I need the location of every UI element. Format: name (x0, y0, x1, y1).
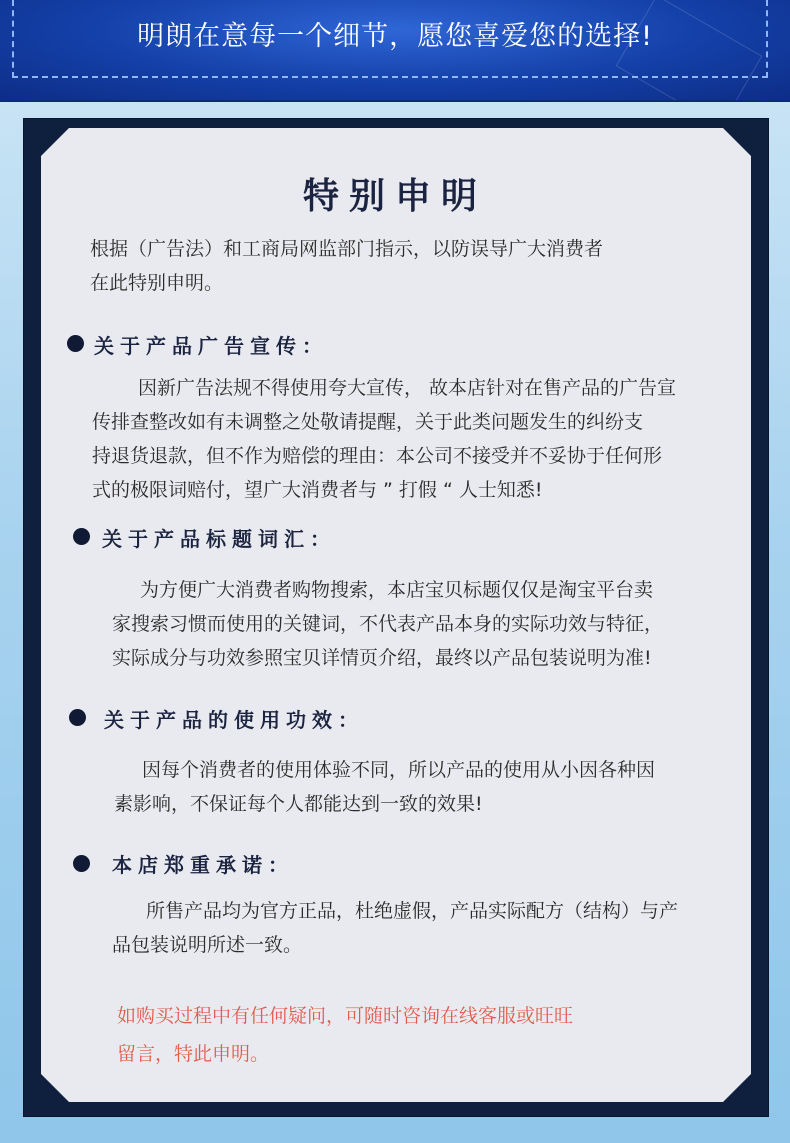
bullet-icon (73, 528, 90, 545)
section-line: 传排查整改如有未调整之处敬请提醒，关于此类问题发生的纠纷支 (92, 411, 644, 433)
section-body-advertising (92, 371, 676, 507)
intro-line: 根据（广告法）和工商局网监部门指示，以防误导广大消费者 (90, 238, 604, 260)
notice-line: 留言，特此申明。 (117, 1043, 270, 1065)
section-body-efficacy (114, 753, 655, 821)
section-title-commitment: 本店郑重承诺： (112, 853, 294, 877)
section-title-efficacy: 关于产品的使用功效： (104, 708, 364, 732)
section-line: 因新广告法规不得使用夸大宣传， 故本店针对在售产品的广告宣 (138, 377, 677, 399)
bullet-icon (67, 335, 84, 352)
intro-paragraph (90, 232, 603, 300)
notice-line: 如购买过程中有任何疑问，可随时咨询在线客服或旺旺 (117, 1005, 574, 1027)
section-line: 素影响，不保证每个人都能达到一致的效果! (114, 793, 483, 815)
section-line: 持退货退款，但不作为赔偿的理由：本公司不接受并不妥协于任何形 (92, 445, 663, 467)
section-line: 式的极限词赔付，望广大消费者与 ” 打假 “ 人士知悉! (92, 479, 543, 501)
section-title-keywords: 关于产品标题词汇： (102, 527, 336, 551)
section-body-keywords (112, 573, 663, 675)
section-line: 实际成分与功效参照宝贝详情页介绍，最终以产品包装说明为准! (112, 647, 652, 669)
section-line: 为方便广大消费者购物搜索，本店宝贝标题仅仅是淘宝平台卖 (140, 579, 654, 601)
section-title-advertising: 关于产品广告宣传： (94, 334, 328, 358)
intro-line: 在此特别申明。 (90, 272, 224, 294)
contact-notice (117, 997, 573, 1073)
section-line: 品包装说明所述一致。 (112, 934, 303, 956)
section-line: 所售产品均为官方正品，杜绝虚假，产品实际配方（结构）与产 (146, 900, 679, 922)
bullet-icon (69, 709, 86, 726)
section-line: 家搜索习惯而使用的关键词，不代表产品本身的实际功效与特征， (112, 613, 664, 635)
section-line: 因每个消费者的使用体验不同，所以产品的使用从小因各种因 (142, 759, 656, 781)
banner-title: 明朗在意每一个细节，愿您喜爱您的选择! (137, 21, 653, 52)
bullet-icon (73, 855, 90, 872)
page-title: 特别申明 (302, 175, 487, 217)
section-body-commitment (112, 894, 678, 962)
header-banner (0, 0, 790, 102)
